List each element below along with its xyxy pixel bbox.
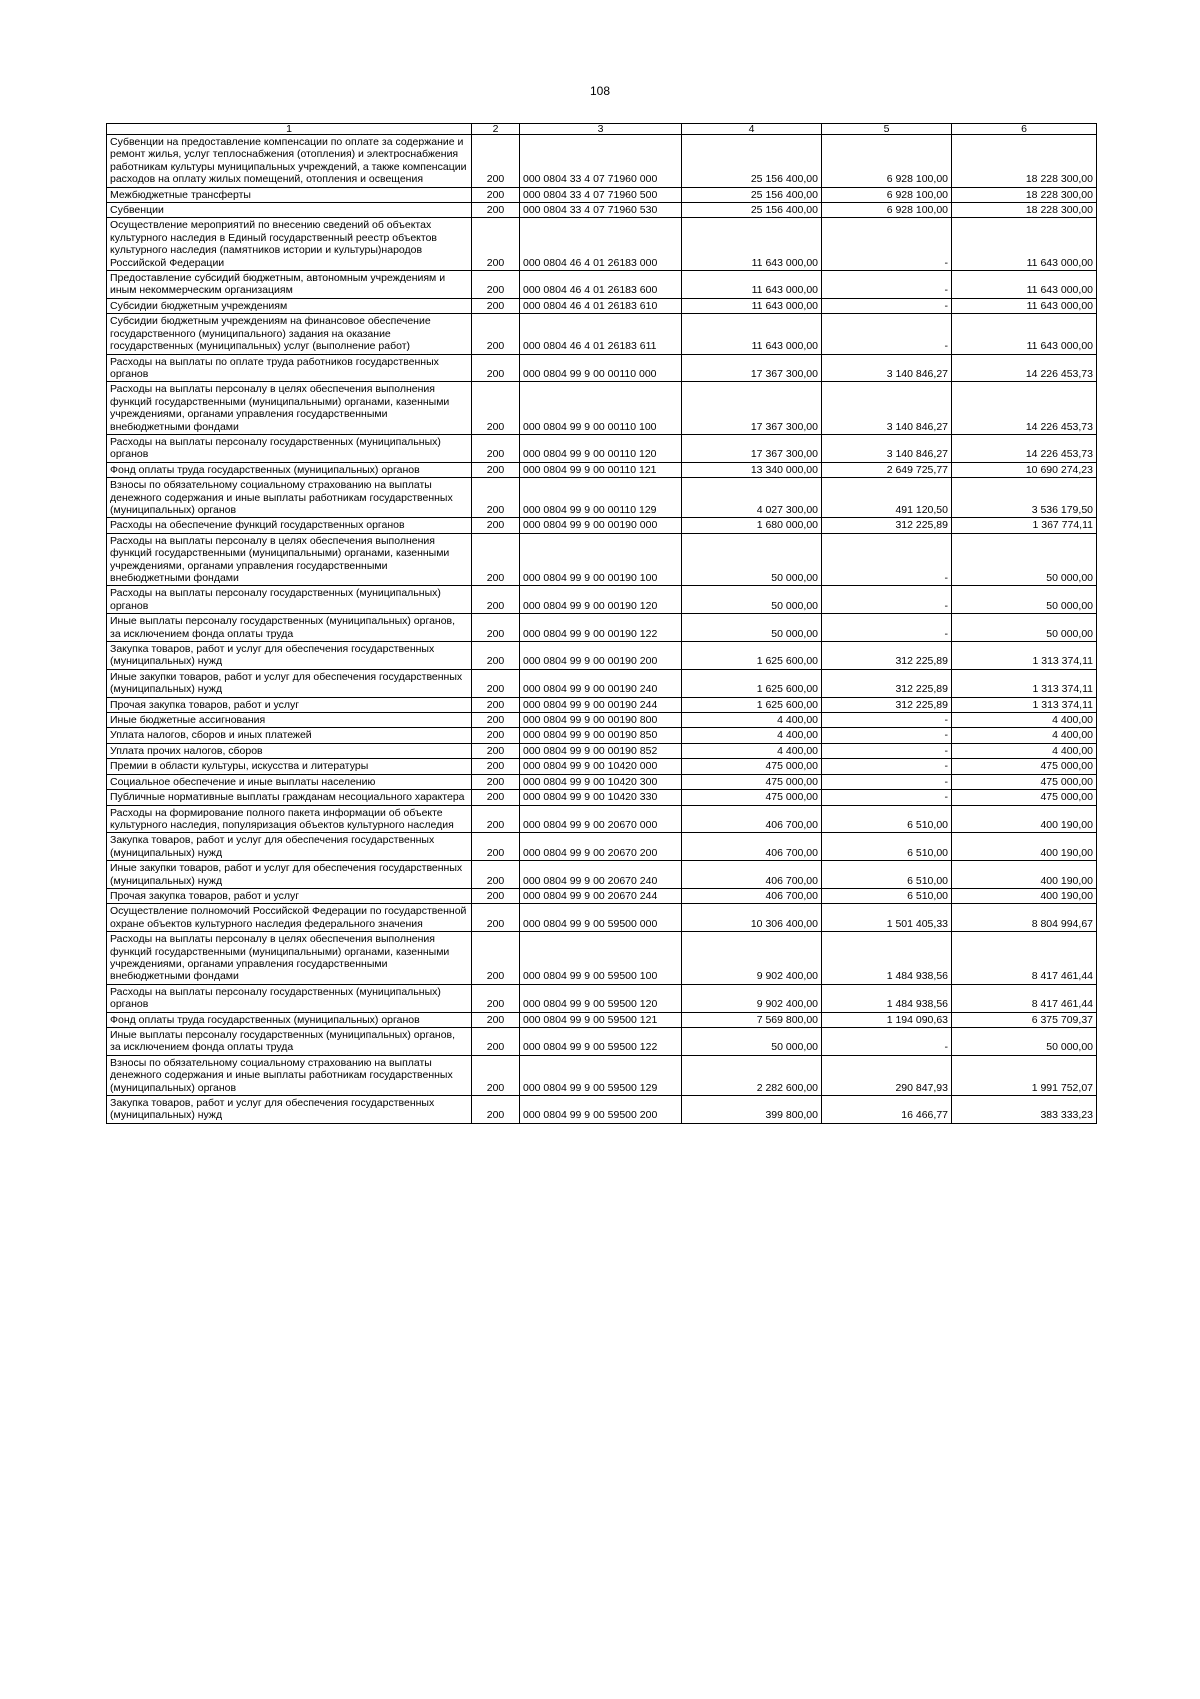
row-line-code-cell: 200 [472, 478, 520, 518]
row-approved-cell: 9 902 400,00 [682, 932, 822, 985]
row-executed-cell: 312 225,89 [822, 669, 952, 697]
row-line-code-cell: 200 [472, 586, 520, 614]
row-budget-code-cell: 000 0804 99 9 00 10420 330 [520, 790, 682, 805]
table-row [107, 697, 1097, 712]
row-budget-code-cell: 000 0804 99 9 00 59500 121 [520, 1012, 682, 1027]
row-remaining-cell: 4 400,00 [952, 713, 1097, 728]
column-header: 3 [520, 124, 682, 135]
row-executed-cell: - [822, 586, 952, 614]
row-approved-cell: 25 156 400,00 [682, 187, 822, 202]
row-approved-cell: 406 700,00 [682, 861, 822, 889]
row-name-cell: Иные закупки товаров, работ и услуг для обеспечения государственных (муниципальных) нужд [107, 861, 472, 889]
row-executed-cell: - [822, 533, 952, 586]
row-remaining-cell: 1 313 374,11 [952, 642, 1097, 670]
row-name-cell: Расходы на выплаты персоналу государственных (муниципальных) органов [107, 984, 472, 1012]
row-remaining-cell: 11 643 000,00 [952, 298, 1097, 313]
row-executed-cell: 1 484 938,56 [822, 932, 952, 985]
row-line-code-cell: 200 [472, 932, 520, 985]
table-row [107, 518, 1097, 533]
row-line-code-cell: 200 [472, 790, 520, 805]
row-name-cell: Уплата налогов, сборов и иных платежей [107, 728, 472, 743]
table-row [107, 382, 1097, 435]
row-name-cell: Закупка товаров, работ и услуг для обеспечения государственных (муниципальных) нужд [107, 642, 472, 670]
row-approved-cell: 7 569 800,00 [682, 1012, 822, 1027]
table-row [107, 478, 1097, 518]
row-executed-cell: - [822, 314, 952, 354]
table-body [107, 135, 1097, 1124]
row-budget-code-cell: 000 0804 46 4 01 26183 000 [520, 218, 682, 271]
row-budget-code-cell: 000 0804 99 9 00 00110 121 [520, 462, 682, 477]
row-approved-cell: 11 643 000,00 [682, 218, 822, 271]
row-remaining-cell: 14 226 453,73 [952, 354, 1097, 382]
row-line-code-cell: 200 [472, 984, 520, 1012]
column-header: 1 [107, 124, 472, 135]
row-name-cell: Взносы по обязательному социальному страхованию на выплаты денежного содержания и иные выплаты работникам государственных (муниципальных) органов [107, 478, 472, 518]
table-row [107, 1012, 1097, 1027]
row-budget-code-cell: 000 0804 99 9 00 59500 100 [520, 932, 682, 985]
row-remaining-cell: 10 690 274,23 [952, 462, 1097, 477]
row-budget-code-cell: 000 0804 99 9 00 20670 240 [520, 861, 682, 889]
table-row [107, 462, 1097, 477]
row-remaining-cell: 50 000,00 [952, 586, 1097, 614]
row-remaining-cell: 11 643 000,00 [952, 314, 1097, 354]
row-executed-cell: 3 140 846,27 [822, 382, 952, 435]
row-budget-code-cell: 000 0804 99 9 00 00190 100 [520, 533, 682, 586]
row-line-code-cell: 200 [472, 759, 520, 774]
row-remaining-cell: 14 226 453,73 [952, 382, 1097, 435]
row-executed-cell: - [822, 759, 952, 774]
row-approved-cell: 10 306 400,00 [682, 904, 822, 932]
row-approved-cell: 17 367 300,00 [682, 382, 822, 435]
row-name-cell: Расходы на выплаты персоналу в целях обеспечения выполнения функций государственными (муниципальными) органами, казенными учреждениями, органами управления государственными внебюджетными фондами [107, 932, 472, 985]
column-header: 6 [952, 124, 1097, 135]
row-remaining-cell: 50 000,00 [952, 533, 1097, 586]
row-approved-cell: 1 625 600,00 [682, 697, 822, 712]
row-line-code-cell: 200 [472, 203, 520, 218]
row-name-cell: Расходы на обеспечение функций государственных органов [107, 518, 472, 533]
row-name-cell: Предоставление субсидий бюджетным, автономным учреждениям и иным некоммерческим организациям [107, 271, 472, 299]
row-remaining-cell: 475 000,00 [952, 774, 1097, 789]
row-remaining-cell: 18 228 300,00 [952, 187, 1097, 202]
row-name-cell: Закупка товаров, работ и услуг для обеспечения государственных (муниципальных) нужд [107, 1096, 472, 1124]
row-remaining-cell: 6 375 709,37 [952, 1012, 1097, 1027]
row-remaining-cell: 400 190,00 [952, 833, 1097, 861]
table-row [107, 586, 1097, 614]
row-remaining-cell: 475 000,00 [952, 759, 1097, 774]
row-approved-cell: 1 680 000,00 [682, 518, 822, 533]
row-remaining-cell: 8 804 994,67 [952, 904, 1097, 932]
row-executed-cell: 6 510,00 [822, 833, 952, 861]
table-row [107, 203, 1097, 218]
row-remaining-cell: 400 190,00 [952, 888, 1097, 903]
row-name-cell: Межбюджетные трансферты [107, 187, 472, 202]
row-name-cell: Субвенции [107, 203, 472, 218]
table-row [107, 888, 1097, 903]
table-row [107, 743, 1097, 758]
row-name-cell: Иные выплаты персоналу государственных (муниципальных) органов, за исключением фонда оплаты труда [107, 1028, 472, 1056]
row-executed-cell: 6 510,00 [822, 861, 952, 889]
table-row [107, 728, 1097, 743]
row-name-cell: Взносы по обязательному социальному страхованию на выплаты денежного содержания и иные выплаты работникам государственных (муниципальных) органов [107, 1055, 472, 1095]
row-line-code-cell: 200 [472, 697, 520, 712]
row-approved-cell: 4 027 300,00 [682, 478, 822, 518]
row-line-code-cell: 200 [472, 669, 520, 697]
row-executed-cell: - [822, 1028, 952, 1056]
table-row [107, 1028, 1097, 1056]
row-line-code-cell: 200 [472, 861, 520, 889]
row-remaining-cell: 50 000,00 [952, 614, 1097, 642]
row-executed-cell: 6 928 100,00 [822, 135, 952, 188]
row-approved-cell: 17 367 300,00 [682, 354, 822, 382]
row-line-code-cell: 200 [472, 518, 520, 533]
row-executed-cell: 3 140 846,27 [822, 354, 952, 382]
row-line-code-cell: 200 [472, 1096, 520, 1124]
row-line-code-cell: 200 [472, 1028, 520, 1056]
row-budget-code-cell: 000 0804 99 9 00 00190 000 [520, 518, 682, 533]
row-name-cell: Расходы на выплаты по оплате труда работников государственных органов [107, 354, 472, 382]
row-name-cell: Иные выплаты персоналу государственных (муниципальных) органов, за исключением фонда оплаты труда [107, 614, 472, 642]
row-approved-cell: 50 000,00 [682, 614, 822, 642]
row-line-code-cell: 200 [472, 1055, 520, 1095]
row-budget-code-cell: 000 0804 99 9 00 00190 850 [520, 728, 682, 743]
row-name-cell: Уплата прочих налогов, сборов [107, 743, 472, 758]
row-executed-cell: 16 466,77 [822, 1096, 952, 1124]
row-line-code-cell: 200 [472, 904, 520, 932]
row-remaining-cell: 11 643 000,00 [952, 271, 1097, 299]
row-approved-cell: 50 000,00 [682, 586, 822, 614]
row-executed-cell: - [822, 298, 952, 313]
table-row [107, 642, 1097, 670]
row-budget-code-cell: 000 0804 99 9 00 00190 120 [520, 586, 682, 614]
row-approved-cell: 17 367 300,00 [682, 434, 822, 462]
row-budget-code-cell: 000 0804 99 9 00 00190 200 [520, 642, 682, 670]
row-line-code-cell: 200 [472, 382, 520, 435]
row-name-cell: Субвенции на предоставление компенсации по оплате за содержание и ремонт жилья, услуг теплоснабжения (отопления) и электроснабжения работникам культуры муниципальных учреждений, а также компенсации расходов на оплату жилых помещений, отопления и освещения [107, 135, 472, 188]
row-executed-cell: 6 510,00 [822, 888, 952, 903]
row-line-code-cell: 200 [472, 743, 520, 758]
row-name-cell: Социальное обеспечение и иные выплаты населению [107, 774, 472, 789]
table-row [107, 135, 1097, 188]
row-budget-code-cell: 000 0804 33 4 07 71960 530 [520, 203, 682, 218]
row-budget-code-cell: 000 0804 99 9 00 20670 244 [520, 888, 682, 903]
row-remaining-cell: 475 000,00 [952, 790, 1097, 805]
row-approved-cell: 13 340 000,00 [682, 462, 822, 477]
table-row [107, 1055, 1097, 1095]
row-remaining-cell: 50 000,00 [952, 1028, 1097, 1056]
row-budget-code-cell: 000 0804 99 9 00 10420 000 [520, 759, 682, 774]
row-executed-cell: 6 928 100,00 [822, 187, 952, 202]
table-row [107, 790, 1097, 805]
row-budget-code-cell: 000 0804 99 9 00 00110 000 [520, 354, 682, 382]
row-remaining-cell: 1 313 374,11 [952, 669, 1097, 697]
row-executed-cell: 1 484 938,56 [822, 984, 952, 1012]
row-budget-code-cell: 000 0804 99 9 00 10420 300 [520, 774, 682, 789]
row-approved-cell: 399 800,00 [682, 1096, 822, 1124]
column-header: 4 [682, 124, 822, 135]
table-row [107, 833, 1097, 861]
row-executed-cell: 312 225,89 [822, 697, 952, 712]
row-remaining-cell: 4 400,00 [952, 743, 1097, 758]
header-row [107, 124, 1097, 135]
row-remaining-cell: 18 228 300,00 [952, 203, 1097, 218]
row-name-cell: Расходы на выплаты персоналу государственных (муниципальных) органов [107, 434, 472, 462]
row-remaining-cell: 18 228 300,00 [952, 135, 1097, 188]
table-row [107, 218, 1097, 271]
row-line-code-cell: 200 [472, 354, 520, 382]
table-row [107, 314, 1097, 354]
row-line-code-cell: 200 [472, 135, 520, 188]
table-row [107, 805, 1097, 833]
table-row [107, 932, 1097, 985]
row-executed-cell: 491 120,50 [822, 478, 952, 518]
row-approved-cell: 475 000,00 [682, 790, 822, 805]
row-line-code-cell: 200 [472, 833, 520, 861]
row-line-code-cell: 200 [472, 728, 520, 743]
table-row [107, 904, 1097, 932]
row-name-cell: Иные бюджетные ассигнования [107, 713, 472, 728]
row-name-cell: Осуществление полномочий Российской Федерации по государственной охране объектов культурного наследия федерального значения [107, 904, 472, 932]
row-name-cell: Закупка товаров, работ и услуг для обеспечения государственных (муниципальных) нужд [107, 833, 472, 861]
row-budget-code-cell: 000 0804 99 9 00 59500 000 [520, 904, 682, 932]
row-approved-cell: 475 000,00 [682, 759, 822, 774]
row-budget-code-cell: 000 0804 99 9 00 59500 120 [520, 984, 682, 1012]
row-approved-cell: 4 400,00 [682, 713, 822, 728]
row-budget-code-cell: 000 0804 99 9 00 59500 122 [520, 1028, 682, 1056]
row-budget-code-cell: 000 0804 99 9 00 00190 852 [520, 743, 682, 758]
table-row [107, 187, 1097, 202]
row-approved-cell: 1 625 600,00 [682, 642, 822, 670]
table-row [107, 759, 1097, 774]
row-name-cell: Субсидии бюджетным учреждениям [107, 298, 472, 313]
row-budget-code-cell: 000 0804 99 9 00 00190 800 [520, 713, 682, 728]
row-approved-cell: 406 700,00 [682, 888, 822, 903]
row-approved-cell: 406 700,00 [682, 833, 822, 861]
table-row [107, 271, 1097, 299]
column-header: 2 [472, 124, 520, 135]
row-remaining-cell: 8 417 461,44 [952, 984, 1097, 1012]
row-name-cell: Расходы на формирование полного пакета информации об объекте культурного наследия, популяризация объектов культурного наследия [107, 805, 472, 833]
row-approved-cell: 25 156 400,00 [682, 203, 822, 218]
row-budget-code-cell: 000 0804 99 9 00 20670 200 [520, 833, 682, 861]
row-executed-cell: 290 847,93 [822, 1055, 952, 1095]
row-budget-code-cell: 000 0804 99 9 00 00190 240 [520, 669, 682, 697]
row-approved-cell: 2 282 600,00 [682, 1055, 822, 1095]
table-row [107, 434, 1097, 462]
row-executed-cell: 6 510,00 [822, 805, 952, 833]
row-name-cell: Фонд оплаты труда государственных (муниципальных) органов [107, 1012, 472, 1027]
row-approved-cell: 11 643 000,00 [682, 314, 822, 354]
row-executed-cell: 2 649 725,77 [822, 462, 952, 477]
row-approved-cell: 50 000,00 [682, 1028, 822, 1056]
row-line-code-cell: 200 [472, 187, 520, 202]
row-approved-cell: 1 625 600,00 [682, 669, 822, 697]
row-approved-cell: 4 400,00 [682, 728, 822, 743]
table-row [107, 354, 1097, 382]
row-line-code-cell: 200 [472, 774, 520, 789]
row-budget-code-cell: 000 0804 99 9 00 00110 120 [520, 434, 682, 462]
page-number: 108 [589, 84, 611, 98]
row-executed-cell: 1 501 405,33 [822, 904, 952, 932]
row-executed-cell: 312 225,89 [822, 642, 952, 670]
row-name-cell: Субсидии бюджетным учреждениям на финансовое обеспечение государственного (муниципального) задания на оказание государственных (муниципальных) услуг (выполнение работ) [107, 314, 472, 354]
row-remaining-cell: 400 190,00 [952, 861, 1097, 889]
row-approved-cell: 406 700,00 [682, 805, 822, 833]
row-budget-code-cell: 000 0804 99 9 00 59500 129 [520, 1055, 682, 1095]
table-row [107, 861, 1097, 889]
column-header: 5 [822, 124, 952, 135]
table-row [107, 984, 1097, 1012]
row-budget-code-cell: 000 0804 99 9 00 00110 129 [520, 478, 682, 518]
row-remaining-cell: 3 536 179,50 [952, 478, 1097, 518]
row-budget-code-cell: 000 0804 99 9 00 00190 244 [520, 697, 682, 712]
row-name-cell: Фонд оплаты труда государственных (муниципальных) органов [107, 462, 472, 477]
row-executed-cell: - [822, 743, 952, 758]
row-approved-cell: 475 000,00 [682, 774, 822, 789]
row-remaining-cell: 14 226 453,73 [952, 434, 1097, 462]
row-budget-code-cell: 000 0804 46 4 01 26183 611 [520, 314, 682, 354]
row-approved-cell: 25 156 400,00 [682, 135, 822, 188]
row-line-code-cell: 200 [472, 1012, 520, 1027]
row-executed-cell: - [822, 774, 952, 789]
row-name-cell: Прочая закупка товаров, работ и услуг [107, 888, 472, 903]
row-remaining-cell: 383 333,23 [952, 1096, 1097, 1124]
row-executed-cell: - [822, 713, 952, 728]
row-name-cell: Премии в области культуры, искусства и литературы [107, 759, 472, 774]
row-budget-code-cell: 000 0804 33 4 07 71960 000 [520, 135, 682, 188]
row-budget-code-cell: 000 0804 99 9 00 20670 000 [520, 805, 682, 833]
row-line-code-cell: 200 [472, 271, 520, 299]
table-row [107, 298, 1097, 313]
row-name-cell: Прочая закупка товаров, работ и услуг [107, 697, 472, 712]
row-line-code-cell: 200 [472, 434, 520, 462]
row-line-code-cell: 200 [472, 314, 520, 354]
row-line-code-cell: 200 [472, 614, 520, 642]
row-budget-code-cell: 000 0804 99 9 00 00190 122 [520, 614, 682, 642]
row-line-code-cell: 200 [472, 888, 520, 903]
table-row [107, 713, 1097, 728]
row-budget-code-cell: 000 0804 99 9 00 59500 200 [520, 1096, 682, 1124]
row-budget-code-cell: 000 0804 99 9 00 00110 100 [520, 382, 682, 435]
row-executed-cell: 1 194 090,63 [822, 1012, 952, 1027]
row-remaining-cell: 8 417 461,44 [952, 932, 1097, 985]
row-executed-cell: - [822, 271, 952, 299]
row-executed-cell: 312 225,89 [822, 518, 952, 533]
row-line-code-cell: 200 [472, 462, 520, 477]
row-budget-code-cell: 000 0804 33 4 07 71960 500 [520, 187, 682, 202]
row-name-cell: Расходы на выплаты персоналу государственных (муниципальных) органов [107, 586, 472, 614]
table-row [107, 774, 1097, 789]
row-name-cell: Публичные нормативные выплаты гражданам несоциального характера [107, 790, 472, 805]
row-remaining-cell: 11 643 000,00 [952, 218, 1097, 271]
row-executed-cell: 6 928 100,00 [822, 203, 952, 218]
row-remaining-cell: 4 400,00 [952, 728, 1097, 743]
row-remaining-cell: 1 313 374,11 [952, 697, 1097, 712]
row-approved-cell: 4 400,00 [682, 743, 822, 758]
row-line-code-cell: 200 [472, 805, 520, 833]
row-executed-cell: - [822, 218, 952, 271]
row-approved-cell: 11 643 000,00 [682, 298, 822, 313]
row-approved-cell: 50 000,00 [682, 533, 822, 586]
row-line-code-cell: 200 [472, 298, 520, 313]
row-line-code-cell: 200 [472, 533, 520, 586]
table-row [107, 614, 1097, 642]
row-approved-cell: 9 902 400,00 [682, 984, 822, 1012]
row-line-code-cell: 200 [472, 642, 520, 670]
row-name-cell: Расходы на выплаты персоналу в целях обеспечения выполнения функций государственными (муниципальными) органами, казенными учреждениями, органами управления государственными внебюджетными фондами [107, 533, 472, 586]
row-remaining-cell: 1 991 752,07 [952, 1055, 1097, 1095]
row-remaining-cell: 400 190,00 [952, 805, 1097, 833]
row-budget-code-cell: 000 0804 46 4 01 26183 610 [520, 298, 682, 313]
table-row [107, 669, 1097, 697]
row-line-code-cell: 200 [472, 713, 520, 728]
table-row [107, 533, 1097, 586]
row-executed-cell: 3 140 846,27 [822, 434, 952, 462]
row-remaining-cell: 1 367 774,11 [952, 518, 1097, 533]
row-name-cell: Иные закупки товаров, работ и услуг для обеспечения государственных (муниципальных) нужд [107, 669, 472, 697]
row-name-cell: Осуществление мероприятий по внесению сведений об объектах культурного наследия в Единый государственный реестр объектов культурного наследия (памятников истории и культуры)народов Российской Федерации [107, 218, 472, 271]
row-line-code-cell: 200 [472, 218, 520, 271]
row-name-cell: Расходы на выплаты персоналу в целях обеспечения выполнения функций государственными (муниципальными) органами, казенными учреждениями, органами управления государственными внебюджетными фондами [107, 382, 472, 435]
row-approved-cell: 11 643 000,00 [682, 271, 822, 299]
budget-table [106, 123, 1097, 1124]
row-executed-cell: - [822, 790, 952, 805]
row-executed-cell: - [822, 728, 952, 743]
table-row [107, 1096, 1097, 1124]
row-executed-cell: - [822, 614, 952, 642]
row-budget-code-cell: 000 0804 46 4 01 26183 600 [520, 271, 682, 299]
